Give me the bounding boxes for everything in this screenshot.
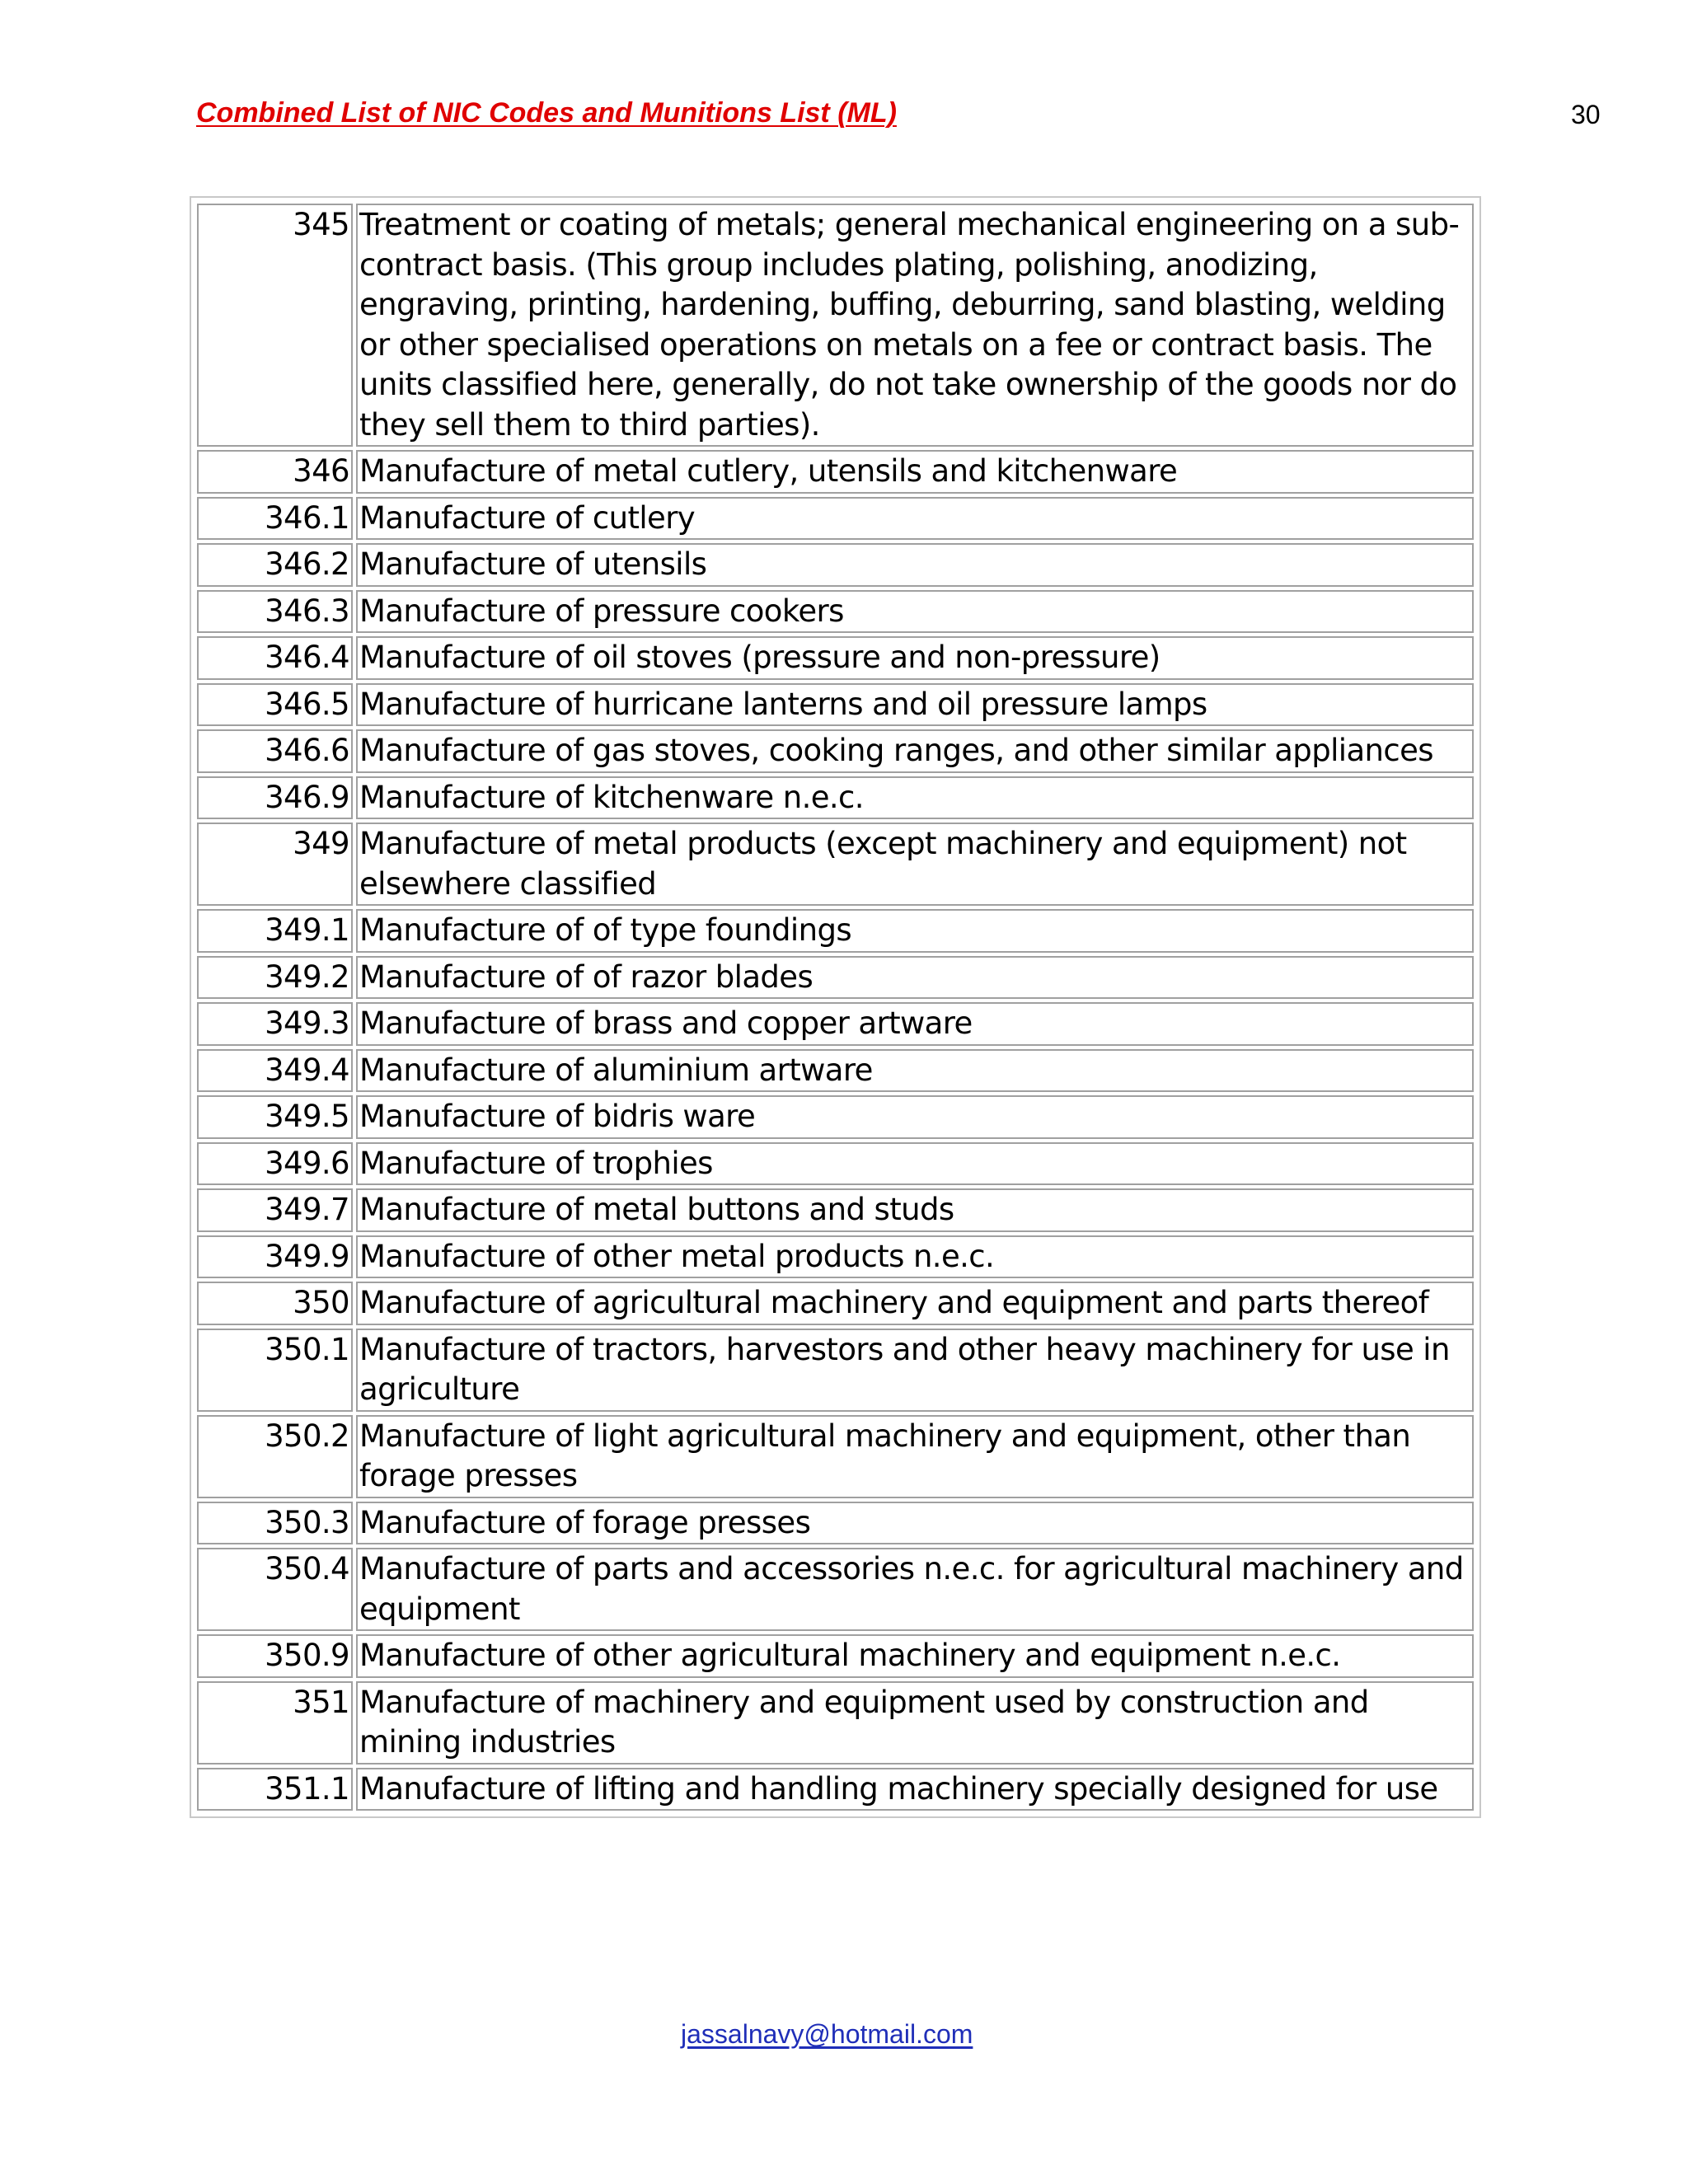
nic-description-cell: Manufacture of of razor blades [356,956,1474,1000]
table-row [197,1095,1474,1139]
nic-description-cell: Manufacture of metal cutlery, utensils and kitchenware [356,450,1474,494]
nic-description-cell: Manufacture of of type foundings [356,909,1474,953]
nic-code-cell: 346.9 [197,776,353,820]
table-row [197,590,1474,634]
nic-code-cell: 345 [197,204,353,447]
footer-email-link[interactable]: jassalnavy@hotmail.com [681,2019,973,2049]
nic-code-cell: 349.4 [197,1049,353,1093]
nic-description-cell: Manufacture of metal buttons and studs [356,1188,1474,1232]
table-row [197,450,1474,494]
nic-code-cell: 346.4 [197,636,353,680]
nic-description-cell: Manufacture of oil stoves (pressure and non-pressure) [356,636,1474,680]
nic-code-cell: 346.6 [197,729,353,773]
table-row [197,497,1474,541]
nic-description-cell: Manufacture of kitchenware n.e.c. [356,776,1474,820]
table-row [197,1188,1474,1232]
table-row [197,1681,1474,1765]
nic-codes-table-body [197,204,1474,1811]
table-row [197,1049,1474,1093]
table-row [197,823,1474,906]
nic-code-cell: 350.4 [197,1548,353,1631]
table-row [197,1282,1474,1325]
nic-description-cell: Manufacture of utensils [356,543,1474,587]
nic-code-cell: 346.2 [197,543,353,587]
nic-code-cell: 349 [197,823,353,906]
nic-code-cell: 351.1 [197,1768,353,1811]
table-row [197,1502,1474,1545]
table-row [197,729,1474,773]
nic-code-cell: 351 [197,1681,353,1765]
nic-description-cell: Manufacture of brass and copper artware [356,1002,1474,1046]
document-title: Combined List of NIC Codes and Munitions List (ML) [196,97,897,129]
nic-code-cell: 349.9 [197,1235,353,1279]
nic-description-cell: Manufacture of trophies [356,1142,1474,1186]
nic-description-cell: Treatment or coating of metals; general mechanical engineering on a sub-contract basis. (This group includes plating, polishing, anodizing, engraving, printing, hardening, buffing, deburring, sand blasting, welding or other specialised operations on metals on a fee or contract basis. The units classified here, generally, do not take ownership of the goods nor do they sell them to third parties). [356,204,1474,447]
nic-description-cell: Manufacture of bidris ware [356,1095,1474,1139]
table-row [197,1329,1474,1412]
nic-description-cell: Manufacture of pressure cookers [356,590,1474,634]
nic-description-cell: Manufacture of machinery and equipment used by construction and mining industries [356,1681,1474,1765]
nic-description-cell: Manufacture of tractors, harvestors and other heavy machinery for use in agriculture [356,1329,1474,1412]
table-row [197,1548,1474,1631]
page-number: 30 [1571,100,1601,129]
nic-description-cell: Manufacture of hurricane lanterns and oil pressure lamps [356,683,1474,727]
nic-code-cell: 350 [197,1282,353,1325]
nic-codes-table [194,200,1477,1814]
nic-description-cell: Manufacture of other metal products n.e.c. [356,1235,1474,1279]
nic-description-cell: Manufacture of forage presses [356,1502,1474,1545]
table-row [197,956,1474,1000]
nic-code-cell: 349.5 [197,1095,353,1139]
nic-code-cell: 350.3 [197,1502,353,1545]
nic-code-cell: 350.9 [197,1634,353,1678]
nic-description-cell: Manufacture of metal products (except machinery and equipment) not elsewhere classified [356,823,1474,906]
nic-code-cell: 349.1 [197,909,353,953]
table-row [197,1142,1474,1186]
table-row [197,909,1474,953]
nic-code-cell: 346.1 [197,497,353,541]
table-row [197,1415,1474,1498]
table-row [197,776,1474,820]
nic-code-cell: 349.2 [197,956,353,1000]
table-row [197,683,1474,727]
nic-codes-table-container [190,196,1481,1818]
nic-code-cell: 349.3 [197,1002,353,1046]
table-row [197,1235,1474,1279]
nic-code-cell: 350.1 [197,1329,353,1412]
table-row [197,1768,1474,1811]
nic-description-cell: Manufacture of gas stoves, cooking ranges, and other similar appliances [356,729,1474,773]
nic-code-cell: 349.6 [197,1142,353,1186]
table-row [197,636,1474,680]
nic-code-cell: 350.2 [197,1415,353,1498]
nic-code-cell: 346.5 [197,683,353,727]
table-row [197,1002,1474,1046]
nic-description-cell: Manufacture of agricultural machinery and equipment and parts thereof [356,1282,1474,1325]
nic-description-cell: Manufacture of parts and accessories n.e.c. for agricultural machinery and equipment [356,1548,1474,1631]
table-row [197,204,1474,447]
nic-code-cell: 346 [197,450,353,494]
nic-description-cell: Manufacture of cutlery [356,497,1474,541]
nic-description-cell: Manufacture of aluminium artware [356,1049,1474,1093]
nic-code-cell: 346.3 [197,590,353,634]
nic-code-cell: 349.7 [197,1188,353,1232]
nic-description-cell: Manufacture of other agricultural machinery and equipment n.e.c. [356,1634,1474,1678]
nic-description-cell: Manufacture of lifting and handling machinery specially designed for use [356,1768,1474,1811]
table-row [197,543,1474,587]
table-row [197,1634,1474,1678]
nic-description-cell: Manufacture of light agricultural machinery and equipment, other than forage presses [356,1415,1474,1498]
